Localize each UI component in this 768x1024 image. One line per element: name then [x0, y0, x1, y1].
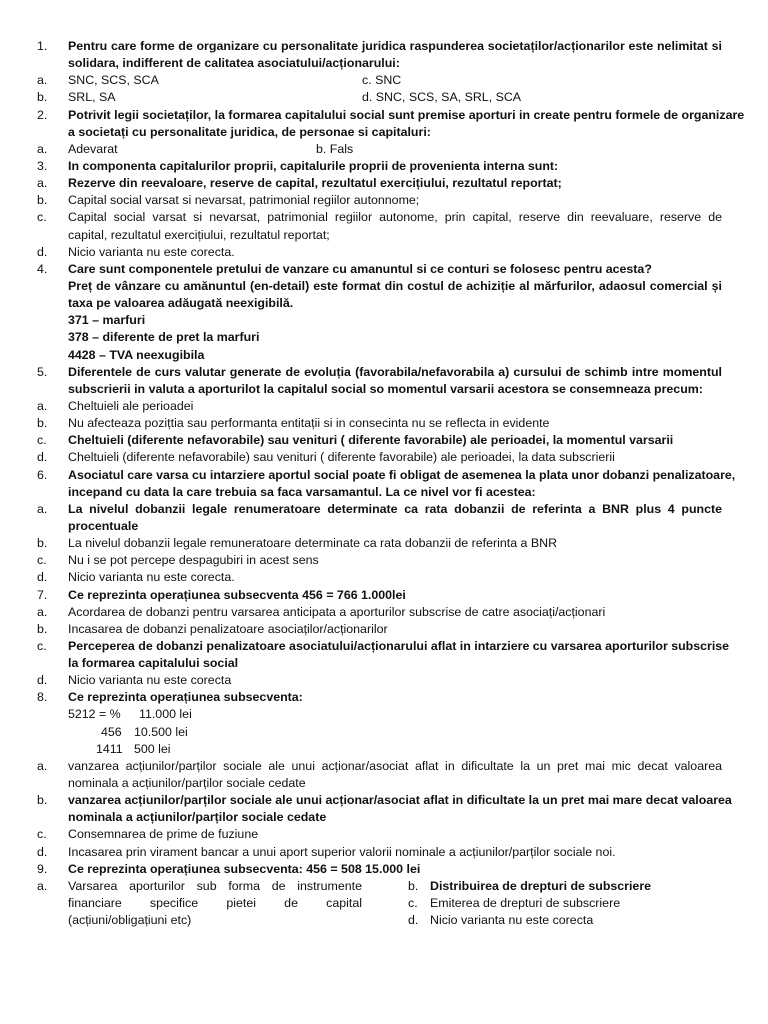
answer-row: [0, 638, 768, 655]
question-text: Ce reprezinta operațiunea subsecventa:: [68, 690, 303, 705]
option-label: d.: [37, 570, 48, 585]
option-text: b. Fals: [316, 141, 354, 156]
option-text: Nicio varianta nu este corecta.: [68, 570, 235, 585]
journal-entry: [0, 724, 768, 741]
option-text: Nicio varianta nu este corecta.: [68, 244, 235, 259]
question-text: Care sunt componentele pretului de vanzare cu amanuntul si ce conturi se folosesc pentru acesta?: [68, 261, 652, 276]
option-text: Acordarea de dobanzi pentru varsarea anticipata a aporturilor subscrise de catre asociați/acționari: [68, 604, 606, 619]
option-text: Nicio varianta nu este corecta: [430, 913, 594, 928]
option-text: Distribuirea de drepturi de subscriere: [430, 878, 652, 893]
option-text: d. SNC, SCS, SA, SRL, SCA: [362, 90, 522, 105]
answer-row: [0, 758, 768, 775]
option-label: b.: [37, 621, 48, 636]
option-text: La nivelul dobanzii legale renumeratoare determinate ca rata dobanzii de referinta a BNR plus 4 puncte: [68, 501, 722, 516]
option-text: Nu afecteaza pozițtia sau performanta entitații si in consecinta nu se reflecta in evidente: [68, 416, 550, 431]
option-text: Perceperea de dobanzi penalizatoare asociatului/acționarului aflat in intarziere cu varsarea aporturilor subscrise: [68, 638, 730, 653]
question-number: 9.: [37, 861, 48, 876]
option-label: a.: [37, 501, 48, 516]
answer-row: [0, 844, 768, 861]
option-text: Incasarea de dobanzi penalizatoare asociaților/acționarilor: [68, 621, 388, 636]
question-text: Asociatul care varsa cu intarziere aportul social poate fi obligat de asemenea la plata unor dobanzi penalizatoare,: [68, 467, 736, 482]
option-label: b.: [408, 878, 419, 893]
option-text: Varsarea aporturilor sub forma de instrumente: [68, 878, 362, 893]
answer-row: [0, 672, 768, 689]
entry-amount: 10.500 lei: [134, 724, 188, 739]
option-text: Cheltuieli (diferente nefavorabile) sau venituri ( diferente favorabile) ale perioadei, la data subscrierii: [68, 450, 615, 465]
entry-amount: 500 lei: [134, 741, 171, 756]
option-label: c.: [37, 827, 47, 842]
option-label: a.: [37, 604, 48, 619]
option-label: d.: [37, 673, 48, 688]
option-text: procentuale: [68, 518, 139, 533]
answer-row: [0, 552, 768, 569]
option-text: nominala a acțiunilor/parților sociale cedate: [68, 810, 327, 825]
question-number: 4.: [37, 261, 48, 276]
question-number: 5.: [37, 364, 48, 379]
entry-account: 1411: [96, 741, 123, 756]
option-text: Adevarat: [68, 141, 118, 156]
question-text: Ce reprezinta operațiunea subsecventa: 456 = 508 15.000 lei: [68, 861, 421, 876]
option-label: c.: [408, 896, 418, 911]
option-text: capital, rezultatul exercițiului, rezultatul reportat;: [68, 227, 330, 242]
question-1: [0, 38, 768, 55]
option-text: vanzarea acțiunilor/parților sociale ale unui acționar/asociat aflat in dificultate la un pret mai mare decat valoarea: [68, 793, 732, 808]
option-label: b.: [37, 193, 48, 208]
question-text: In componenta capitalurilor proprii, capitalurile proprii de provenienta interna sunt:: [68, 158, 559, 173]
entry-account: 456: [101, 724, 122, 739]
answer-row: [0, 826, 768, 843]
option-text: SNC, SCS, SCA: [68, 73, 159, 88]
question-number: 6.: [37, 467, 48, 482]
option-label: d.: [37, 844, 48, 859]
question-number: 2.: [37, 107, 48, 122]
answer-row: [0, 192, 768, 209]
option-label: c.: [37, 553, 47, 568]
entry-amount: 11.000 lei: [139, 707, 192, 722]
answer-row: [0, 398, 768, 415]
question-text: solidara, indifferent de calitatea asociatului/acționarului:: [68, 56, 400, 71]
option-label: b.: [37, 536, 48, 551]
answer-row: [0, 89, 768, 106]
answer-row: [0, 895, 768, 912]
question-6: [0, 467, 768, 484]
question-number: 1.: [37, 39, 48, 53]
option-text: financiare specifice pietei de capital: [68, 896, 362, 911]
question-7: [0, 587, 768, 604]
option-text: Cheltuieli ale perioadei: [68, 398, 194, 413]
option-text: Nu i se pot percepe despagubiri in acest sens: [68, 553, 319, 568]
question-number: 3.: [37, 158, 48, 173]
option-label: c.: [37, 433, 47, 448]
question-text: Ce reprezinta operațiunea subsecventa 456 = 766 1.000lei: [68, 587, 406, 602]
option-label: a.: [37, 176, 48, 191]
option-label: a.: [37, 141, 48, 156]
option-label: d.: [37, 450, 48, 465]
answer-row: [0, 415, 768, 432]
answer-row: [0, 141, 768, 158]
answer-row: [0, 878, 768, 895]
option-label: d.: [37, 244, 48, 259]
option-label: c.: [37, 638, 47, 653]
answer-row: [0, 792, 768, 809]
option-text: La nivelul dobanzii legale remuneratoare determinate ca rata dobanzii de referinta a BNR: [68, 536, 558, 551]
option-text: c. SNC: [362, 73, 402, 88]
question-number: 7.: [37, 587, 48, 602]
answer-row: [0, 569, 768, 586]
account-line: 371 – marfuri: [68, 313, 146, 328]
account-line: 4428 – TVA neexugibila: [68, 347, 205, 362]
account-line: 378 – diferente de pret la marfuri: [68, 330, 260, 345]
journal-entry: [0, 706, 768, 723]
option-text: Incasarea prin virament bancar a unui aport superior valorii nominale a acțiunilor/parților sociale noi.: [68, 844, 616, 859]
answer-row: [0, 621, 768, 638]
option-text: (acțiuni/obligațiuni etc): [68, 913, 192, 928]
option-text: vanzarea acțiunilor/parților sociale ale unui acționar/asociat aflat in dificultate la un pret mai mic decat valoarea: [68, 758, 722, 773]
option-label: a.: [37, 73, 48, 88]
option-text: SRL, SA: [68, 90, 116, 105]
option-text: Emiterea de drepturi de subscriere: [430, 896, 621, 911]
option-label: a.: [37, 398, 48, 413]
quiz-document: [0, 38, 768, 929]
answer-row: [0, 501, 768, 518]
option-label: d.: [408, 913, 419, 928]
question-2: [0, 107, 768, 124]
option-text: Consemnarea de prime de fuziune: [68, 827, 259, 842]
question-5: [0, 364, 768, 381]
answer-row: [0, 244, 768, 261]
option-text: Cheltuieli (diferente nefavorabile) sau venituri ( diferente favorabile) ale perioadei, la momentul varsarii: [68, 433, 674, 448]
option-label: b.: [37, 90, 48, 105]
answer-row: [0, 912, 768, 929]
question-text: Pentru care forme de organizare cu personalitate juridica raspunderea societaților/acționarilor este nelimitat si: [68, 39, 722, 53]
question-number: 8.: [37, 690, 48, 705]
option-text: Capital social varsat si nevarsat, patrimonial regiilor autonnome;: [68, 193, 420, 208]
answer-row: [0, 535, 768, 552]
answer-row: [0, 604, 768, 621]
question-text: Diferentele de curs valutar generate de evoluția (favorabila/nefavorabila a) cursului de schimb intre momentul: [68, 364, 722, 379]
question-text: Potrivit legii societaților, la formarea capitalului social sunt premise aporturi in create pentru formele de organizare: [68, 107, 745, 122]
question-9: [0, 861, 768, 878]
question-3: [0, 158, 768, 175]
question-text: subscrierii in valuta a aporturilot la capitalul social so momentul varsarii acestora se consemneaza precum:: [68, 381, 703, 396]
answer-row: [0, 72, 768, 89]
answer-text: taxa pe valoarea adăugată neexigibilă.: [68, 296, 294, 311]
answer-row: [0, 449, 768, 466]
answer-row: [0, 432, 768, 449]
option-label: a.: [37, 878, 48, 893]
option-text: Rezerve din reevaloare, reserve de capital, rezultatul exercițiului, rezultatul reportat;: [68, 176, 562, 191]
entry-account: 5212 = %: [68, 707, 121, 722]
option-label: b.: [37, 416, 48, 431]
question-text: incepand cu data la care trebuia sa faca varsamantul. La ce nivel vor fi acestea:: [68, 484, 536, 499]
question-8: [0, 689, 768, 706]
answer-row: [0, 209, 768, 226]
option-label: a.: [37, 758, 48, 773]
option-text: Nicio varianta nu este corecta: [68, 673, 232, 688]
option-text: nominala a acțiunilor/parților sociale cedate: [68, 776, 306, 791]
journal-entry: [0, 741, 768, 758]
answer-row: [0, 175, 768, 192]
answer-text: Preț de vânzare cu amănuntul (en-detail) este format din costul de achiziție al mărfurilor, adaosul comercial și: [68, 278, 722, 293]
option-label: b.: [37, 793, 48, 808]
option-label: c.: [37, 210, 47, 225]
question-text: a societați cu personalitate juridica, de personae si capitaluri:: [68, 124, 431, 139]
question-4: [0, 261, 768, 278]
option-text: la formarea capitalului social: [68, 656, 239, 671]
option-text: Capital social varsat si nevarsat, patrimonial regiilor autonome, prin capital, reserve din reevaluare, reserve de: [68, 210, 722, 225]
